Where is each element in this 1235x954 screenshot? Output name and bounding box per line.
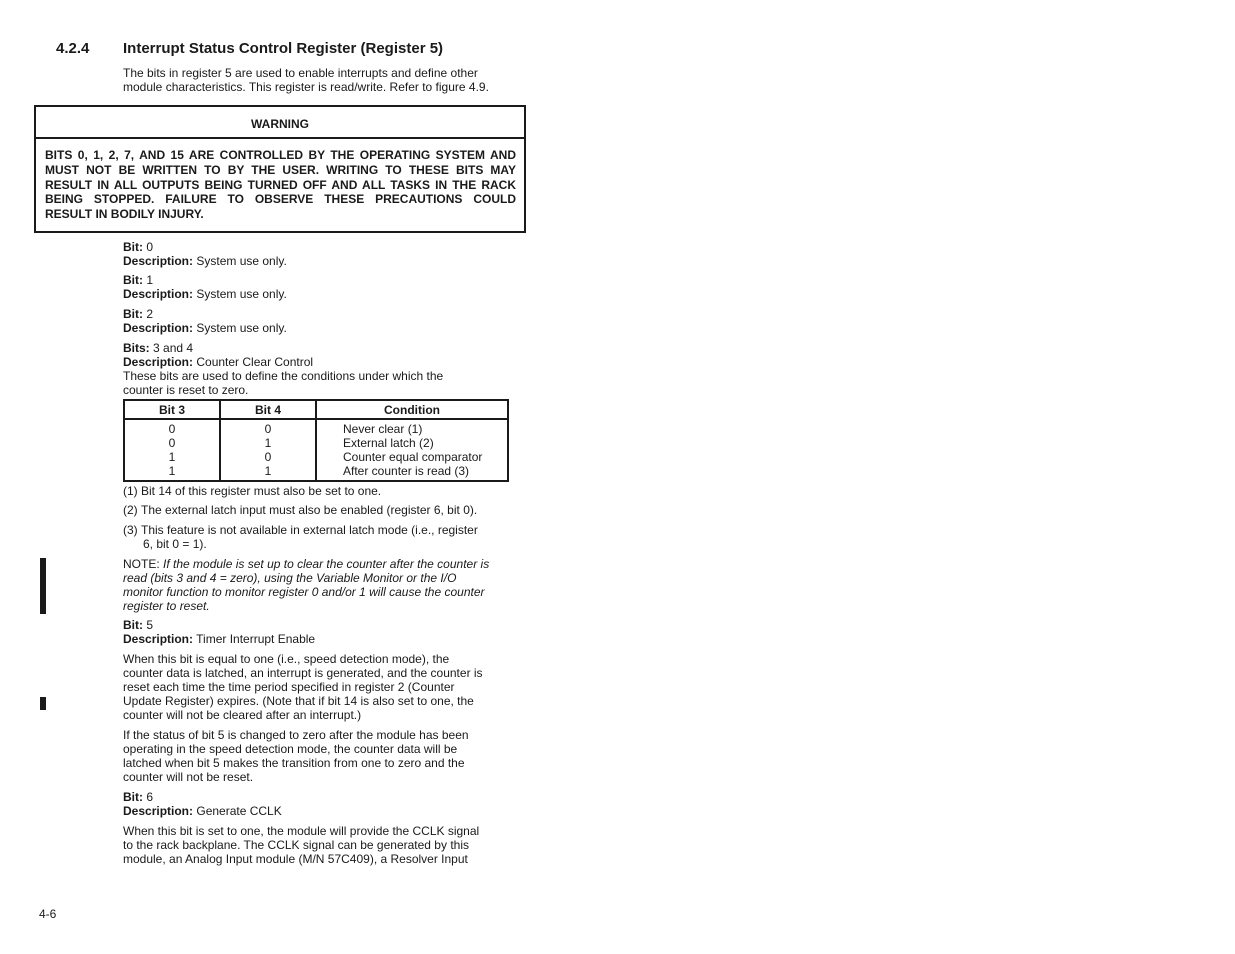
table-cell: 0 <box>264 450 272 464</box>
note-line: read (bits 3 and 4 = zero), using the Variable Monitor or the I/O <box>123 571 457 585</box>
footnote-1 <box>123 484 381 498</box>
footnote-text: This feature is not available in external latch mode (i.e., register <box>141 523 478 537</box>
bit-value: 0 <box>146 240 154 254</box>
warning-heading: WARNING <box>36 107 524 139</box>
warning-line: BITS 0, 1, 2, 7, AND 15 ARE CONTROLLED BY THE OPERATING SYSTEM AND <box>45 148 516 162</box>
table-cell: 0 <box>168 436 176 450</box>
bit-label: Bit: <box>123 240 143 254</box>
note-block <box>123 557 489 613</box>
note-line: register to reset. <box>123 599 210 613</box>
paragraph-line: operating in the speed detection mode, the counter data will be <box>123 742 458 756</box>
bit-description: Generate CCLK <box>196 804 282 818</box>
table-header-bit3: Bit 3 <box>158 403 185 417</box>
paragraph-line: to the rack backplane. The CCLK signal can be generated by this <box>123 838 469 852</box>
table-header-condition: Condition <box>384 403 440 417</box>
bit-5-entry <box>123 618 315 646</box>
table-header-bit4: Bit 4 <box>254 403 281 417</box>
footnote-mark: (1) <box>123 484 138 498</box>
bit-1-entry <box>123 273 287 301</box>
bit-value: 5 <box>146 618 154 632</box>
bit-value: 6 <box>146 790 154 804</box>
paragraph-line: counter will not be cleared after an interrupt.) <box>123 708 362 722</box>
section-title: Interrupt Status Control Register (Register 5) <box>123 40 444 57</box>
footnote-3 <box>123 523 478 551</box>
change-bar <box>40 558 46 614</box>
description-label: Description: <box>123 804 194 818</box>
table-column-bit3 <box>125 422 219 478</box>
intro-line: The bits in register 5 are used to enable interrupts and define other <box>123 66 478 80</box>
intro-line: module characteristics. This register is read/write. Refer to figure 4.9. <box>123 80 489 94</box>
bit-description: Counter Clear Control <box>196 355 314 369</box>
bit-label: Bit: <box>123 790 143 804</box>
table-cell: 1 <box>264 436 272 450</box>
note-line: If the module is set up to clear the counter after the counter is <box>163 557 490 571</box>
footnote-text: The external latch input must also be enabled (register 6, bit 0). <box>141 503 478 517</box>
paragraph-line: If the status of bit 5 is changed to zero after the module has been <box>123 728 469 742</box>
bit-6-paragraph-1 <box>123 824 479 866</box>
section-intro <box>123 66 489 94</box>
note-line: monitor function to monitor register 0 and/or 1 will cause the counter <box>123 585 485 599</box>
counter-clear-table <box>123 399 509 482</box>
bit-label: Bit: <box>123 618 143 632</box>
warning-line: MUST NOT BE WRITTEN TO BY THE USER. WRITING TO THESE BITS MAY <box>45 162 516 177</box>
bits-text-line: counter is reset to zero. <box>123 383 249 397</box>
warning-box <box>34 105 526 233</box>
description-label: Description: <box>123 632 194 646</box>
description-label: Description: <box>123 287 194 301</box>
warning-text <box>36 139 524 222</box>
bit-description: System use only. <box>196 321 287 335</box>
table-column-bit4 <box>221 422 315 478</box>
footnote-text: 6, bit 0 = 1). <box>143 537 207 551</box>
table-cell: External latch (2) <box>343 436 434 450</box>
footnote-text: Bit 14 of this register must also be set to one. <box>141 484 382 498</box>
paragraph-line: latched when bit 5 makes the transition from one to zero and the <box>123 756 465 770</box>
warning-line: RESULT IN ALL OUTPUTS BEING TURNED OFF AND ALL TASKS IN THE RACK <box>45 177 516 192</box>
table-cell: 0 <box>264 422 272 436</box>
bit-label: Bit: <box>123 307 143 321</box>
section-number: 4.2.4 <box>56 40 90 57</box>
section-heading <box>56 40 443 57</box>
table-cell: 0 <box>168 422 176 436</box>
bit-description: Timer Interrupt Enable <box>196 632 316 646</box>
table-cell: 1 <box>168 464 176 478</box>
note-label: NOTE: <box>123 557 160 571</box>
bit-5-paragraph-2 <box>123 728 469 784</box>
page-number: 4-6 <box>39 907 57 921</box>
table-cell: After counter is read (3) <box>343 464 470 478</box>
bits-label: Bits: <box>123 341 150 355</box>
warning-line: BEING STOPPED. FAILURE TO OBSERVE THESE PRECAUTIONS COULD <box>45 192 516 207</box>
bit-value: 1 <box>146 273 154 287</box>
bits-3-4-entry <box>123 341 443 397</box>
bit-6-entry <box>123 790 282 818</box>
footnote-mark: (3) <box>123 523 138 537</box>
table-cell: Never clear (1) <box>343 422 423 436</box>
table-cell: Counter equal comparator <box>343 450 483 464</box>
table-cell: 1 <box>168 450 176 464</box>
table-cell: 1 <box>264 464 272 478</box>
warning-line: RESULT IN BODILY INJURY. <box>45 207 204 222</box>
paragraph-line: Update Register) expires. (Note that if bit 14 is also set to one, the <box>123 694 474 708</box>
paragraph-line: When this bit is equal to one (i.e., speed detection mode), the <box>123 652 450 666</box>
paragraph-line: counter will not be reset. <box>123 770 254 784</box>
table-column-condition <box>343 422 507 478</box>
description-label: Description: <box>123 321 194 335</box>
bit-0-entry <box>123 240 287 268</box>
change-bar <box>40 697 46 710</box>
paragraph-line: module, an Analog Input module (M/N 57C409), a Resolver Input <box>123 852 468 866</box>
bit-label: Bit: <box>123 273 143 287</box>
footnote-mark: (2) <box>123 503 138 517</box>
bits-text-line: These bits are used to define the conditions under which the <box>123 369 444 383</box>
description-label: Description: <box>123 254 194 268</box>
paragraph-line: reset each time the time period specified in register 2 (Counter <box>123 680 455 694</box>
bit-value: 3 and 4 <box>153 341 194 355</box>
description-label: Description: <box>123 355 194 369</box>
paragraph-line: When this bit is set to one, the module will provide the CCLK signal <box>123 824 480 838</box>
table-divider <box>315 401 317 480</box>
bit-2-entry <box>123 307 287 335</box>
bit-description: System use only. <box>196 287 287 301</box>
bit-description: System use only. <box>196 254 287 268</box>
paragraph-line: counter data is latched, an interrupt is generated, and the counter is <box>123 666 483 680</box>
bit-value: 2 <box>146 307 154 321</box>
bit-5-paragraph-1 <box>123 652 483 722</box>
footnote-2 <box>123 503 477 517</box>
